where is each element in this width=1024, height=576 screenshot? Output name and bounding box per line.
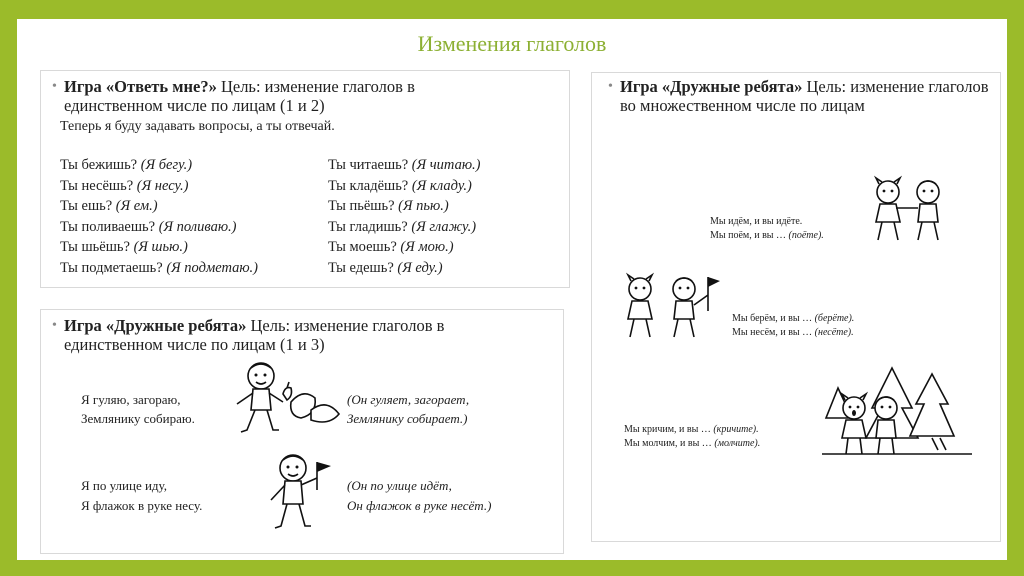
bullet-icon: • <box>608 79 613 94</box>
boy-flag-illustration <box>261 450 341 532</box>
rhyme-line: Я гуляю, загораю, <box>81 392 181 407</box>
question-text: Ты несёшь? <box>60 177 137 194</box>
question-text: Ты гладишь? <box>328 218 412 235</box>
answer-text: (Я поливаю.) <box>158 218 237 235</box>
answer-text: (Я кладу.) <box>411 177 472 194</box>
question-row <box>60 178 189 195</box>
question-text: Ты моешь? <box>328 239 401 255</box>
caption-line: Мы молчим, и вы … (молчите). <box>624 438 761 449</box>
rhyme-answer: Землянику собирает.) <box>347 411 468 426</box>
question-text: Ты ешь? <box>60 198 116 214</box>
question-text: Ты подметаешь? <box>60 259 167 276</box>
question-text: Ты поливаешь? <box>60 218 159 235</box>
question-row <box>328 178 472 195</box>
question-row <box>328 239 454 256</box>
question-row <box>60 239 188 256</box>
question-text: Ты пьёшь? <box>328 198 399 214</box>
kids-forest-illustration <box>822 358 972 458</box>
question-row <box>328 198 449 215</box>
rhyme-answer: (Он по улице идёт, <box>347 478 452 493</box>
answer-text: (Я ем.) <box>115 198 158 214</box>
bullet-icon: • <box>52 318 57 333</box>
question-text: Ты шьёшь? <box>60 239 134 255</box>
question-text: Ты бежишь? <box>60 157 141 173</box>
slide <box>17 19 1007 560</box>
question-text: Ты читаешь? <box>328 157 412 173</box>
panel2-heading <box>52 316 524 354</box>
question-row <box>328 260 443 277</box>
question-row <box>60 219 237 236</box>
game-name: Игра «Дружные ребята» <box>620 77 803 96</box>
rhyme-line: Землянику собираю. <box>81 411 195 426</box>
question-text: Ты едешь? <box>328 259 398 276</box>
panel-friendly-kids-plural <box>591 72 1001 542</box>
game-name: Игра «Ответь мне?» <box>64 77 217 96</box>
game-goal: Цель: изменение глаголов во множественном числе по лицам <box>620 77 989 115</box>
panel1-heading <box>52 77 504 115</box>
answer-text: (Я мою.) <box>400 239 454 255</box>
answer-text: (Я бегу.) <box>140 157 193 173</box>
answer-text: (Я еду.) <box>397 259 443 276</box>
answer-text: (Я глажу.) <box>411 218 477 235</box>
question-row <box>60 260 258 277</box>
bullet-icon: • <box>52 79 57 94</box>
answer-text: (Я шью.) <box>133 239 188 255</box>
caption-line: Мы берём, и вы … (берёте). <box>732 313 855 324</box>
kids-walking-illustration <box>862 176 972 246</box>
answer-text: (Я подметаю.) <box>166 259 259 276</box>
panel-answer-me-game <box>40 70 570 288</box>
caption-line: Мы идём, и вы идёте. <box>710 216 803 227</box>
game-name: Игра «Дружные ребята» <box>64 316 247 335</box>
game-goal: Цель: изменение глаголов в единственном числе по лицам (1 и 3) <box>64 316 445 354</box>
rhyme-answer: (Он гуляет, загорает, <box>347 392 470 407</box>
rhyme-answer: Он флажок в руке несёт.) <box>347 498 492 513</box>
answer-text: (Я пью.) <box>398 198 449 214</box>
rhyme-line: Я по улице иду, <box>81 478 167 493</box>
question-row <box>60 157 192 174</box>
panel3-heading <box>608 77 990 115</box>
question-text: Ты кладёшь? <box>328 177 412 194</box>
answer-text: (Я несу.) <box>136 177 189 194</box>
caption-line: Мы несём, и вы … (несёте). <box>732 327 854 338</box>
caption-line: Мы поём, и вы … (поёте). <box>710 230 824 241</box>
game-goal: Цель: изменение глаголов в единственном числе по лицам (1 и 2) <box>64 77 415 115</box>
panel-friendly-kids-singular <box>40 309 564 554</box>
question-row <box>328 219 476 236</box>
question-row <box>60 198 158 215</box>
question-row <box>328 157 481 174</box>
slide-title: Изменения глаголов <box>417 31 607 56</box>
rhyme-line: Я флажок в руке несу. <box>81 498 203 513</box>
panel1-intro: Теперь я буду задавать вопросы, а ты отвечай. <box>60 119 335 134</box>
kids-flags-illustration <box>618 271 728 341</box>
boy-strawberry-illustration <box>231 358 341 438</box>
answer-text: (Я читаю.) <box>411 157 481 173</box>
caption-line: Мы кричим, и вы … (кричите). <box>624 424 759 435</box>
